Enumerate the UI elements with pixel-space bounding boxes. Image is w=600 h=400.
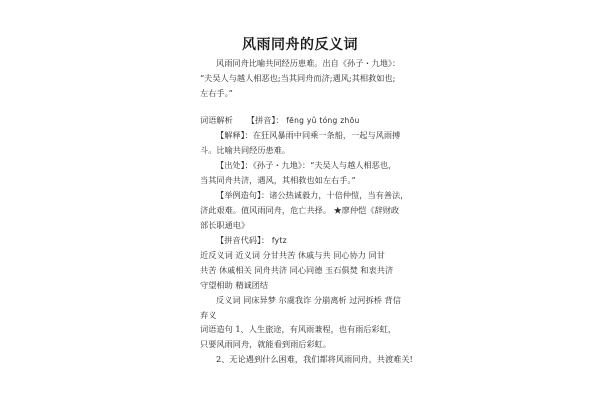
pinyin-label: 【拼音】： [246, 115, 284, 125]
explain-row [200, 128, 410, 143]
page-title: 风雨同舟的反义词 [242, 37, 358, 53]
sentence-line: 2、无论遇到什么困难，我们都将风雨同舟，共渡难关! [216, 354, 413, 364]
example-text-continued: 济此艰难。值风雨同舟，危亡共择。 ★廖仲恺《辞财政 [200, 205, 400, 215]
analysis-section [200, 113, 410, 248]
antonyms-line: 弃义 [200, 310, 217, 320]
intro-line: 风雨同舟比喻共同经历患难。出自《孙子・九地》： [216, 58, 401, 68]
antonyms-section [200, 293, 410, 323]
code-row [200, 233, 410, 248]
source-text-continued: 当其同舟共济，遇风，其相救也如左右手。” [200, 175, 356, 185]
intro-line: 左右手。” [200, 88, 233, 98]
code-label: 【拼音代码】： [216, 235, 270, 245]
synonyms-line: 守望相助 精诚团结 [200, 280, 269, 290]
synonyms-section [200, 248, 410, 293]
sentence-line: 词语造句 1、人生旅途，有风雨兼程，也有雨后彩虹， [200, 324, 397, 334]
pinyin-row [200, 113, 410, 128]
synonyms-line: 共苦 休戚相关 同舟共济 同心同德 玉石俱焚 和衷共济 [200, 265, 394, 275]
example-text: 诸公热诚毅力，十倍仲愷，当有善法， [269, 190, 409, 200]
source-row [200, 158, 410, 173]
example-text-continued: 部长职通电》 [200, 220, 250, 230]
synonyms-line: 近反义词 近义词 分甘共苦 休戚与共 同心协力 同甘 [200, 250, 385, 260]
explain-label: 【解释】： [216, 130, 253, 140]
analysis-heading: 词语解析 [200, 115, 233, 125]
example-row [200, 188, 410, 203]
source-label: 【出处】： [216, 160, 253, 170]
code-value: fytz [271, 236, 287, 245]
sentence-line: 只要风雨同舟，就能看到雨后彩虹。 [200, 339, 332, 349]
source-text: 《孙子・九地》：“夫吴人与越人相恶也， [252, 160, 397, 170]
example-label: 【举例造句】： [216, 190, 270, 200]
explain-text-continued: 斗。比喻共同经历患难。 [200, 145, 291, 155]
antonyms-line: 反义词 同床异梦 尔虞我诈 分崩离析 过河拆桥 背信 [216, 295, 401, 305]
sentences-section [200, 322, 413, 367]
explain-text: 在狂风暴雨中同乘一条船，一起与风雨搏 [252, 130, 401, 140]
intro-line: “夫吴人与越人相恶也;当其同舟而济;遇风;其相救如也; [200, 73, 396, 83]
intro-section [200, 56, 410, 101]
pinyin-value: fēng yǔ tóng zhōu [286, 116, 360, 125]
